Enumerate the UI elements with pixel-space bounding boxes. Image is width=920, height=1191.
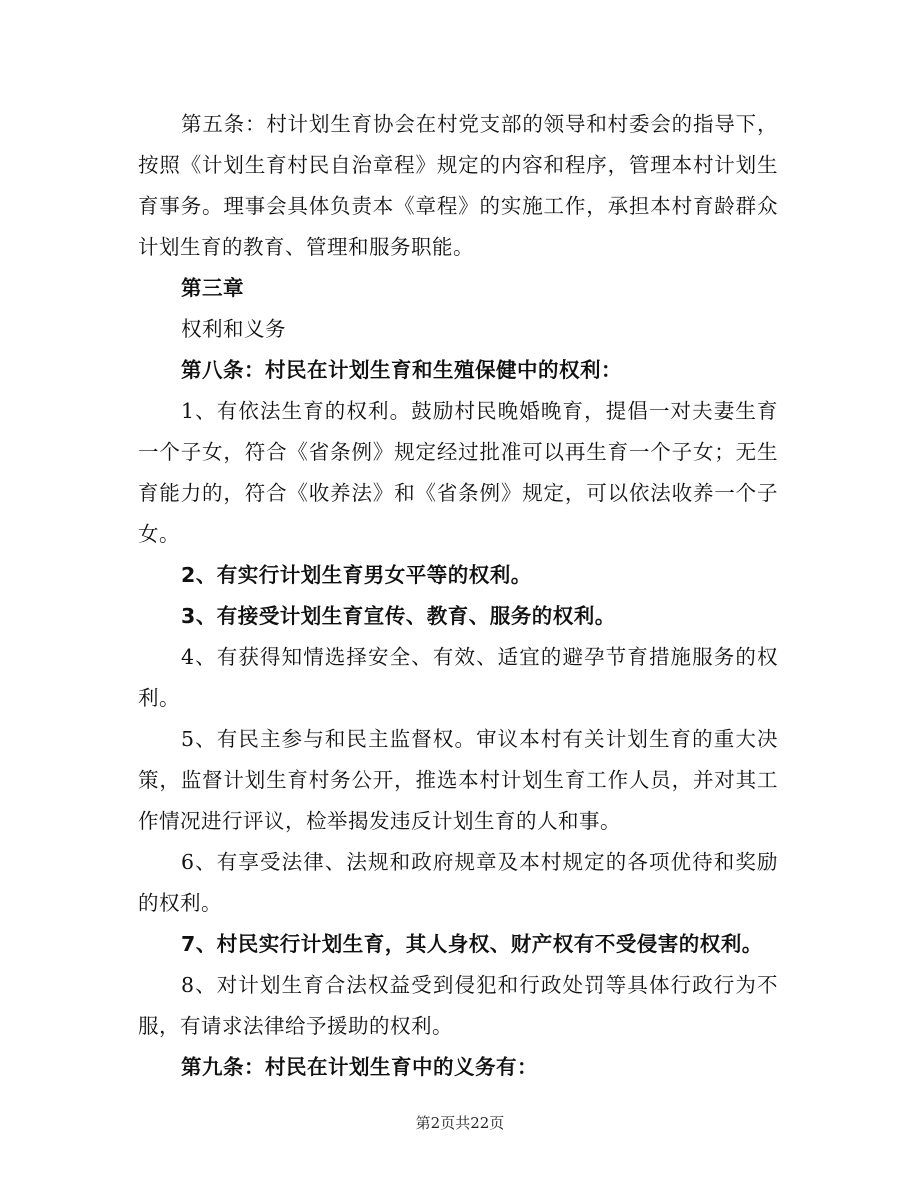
chapter-3-heading: 第三章 (181, 276, 244, 300)
right-2-paragraph: 2、有实行计划生育男女平等的权利。 (181, 563, 532, 587)
right-1-paragraph: 1、有依法生育的权利。鼓励村民晚婚晚育，提倡一对夫妻生育一个子女，符合《省条例》规定经过批准可以再生育一个子女；无生育能力的，符合《收养法》和《省条例》规定，可以依法收养一个子女。 (138, 399, 778, 546)
right-3-paragraph: 3、有接受计划生育宣传、教育、服务的权利。 (181, 604, 616, 628)
article-5-paragraph: 第五条：村计划生育协会在村党支部的领导和村委会的指导下，按照《计划生育村民自治章程》规定的内容和程序，管理本村计划生育事务。理事会具体负责本《章程》的实施工作，承担本村育龄群众计划生育的教育、管理和服务职能。 (138, 112, 778, 259)
right-4-paragraph: 4、有获得知情选择安全、有效、适宜的避孕节育措施服务的权利。 (138, 645, 778, 710)
article-8-heading: 第八条：村民在计划生育和生殖保健中的权利： (181, 358, 622, 382)
chapter-3-title: 权利和义务 (181, 317, 286, 341)
right-8-paragraph: 8、对计划生育合法权益受到侵犯和行政处罚等具体行政行为不服，有请求法律给予援助的权利。 (138, 973, 778, 1038)
right-5-paragraph: 5、有民主参与和民主监督权。审议本村有关计划生育的重大决策，监督计划生育村务公开，推选本村计划生育工作人员，并对其工作情况进行评议，检举揭发违反计划生育的人和事。 (138, 727, 778, 833)
article-9-heading: 第九条：村民在计划生育中的义务有： (181, 1055, 538, 1079)
right-7-paragraph: 7、村民实行计划生育，其人身权、财产权有不受侵害的权利。 (181, 932, 763, 956)
right-6-paragraph: 6、有享受法律、法规和政府规章及本村规定的各项优待和奖励的权利。 (138, 850, 778, 915)
page-number: 第2页共22页 (415, 1114, 505, 1132)
